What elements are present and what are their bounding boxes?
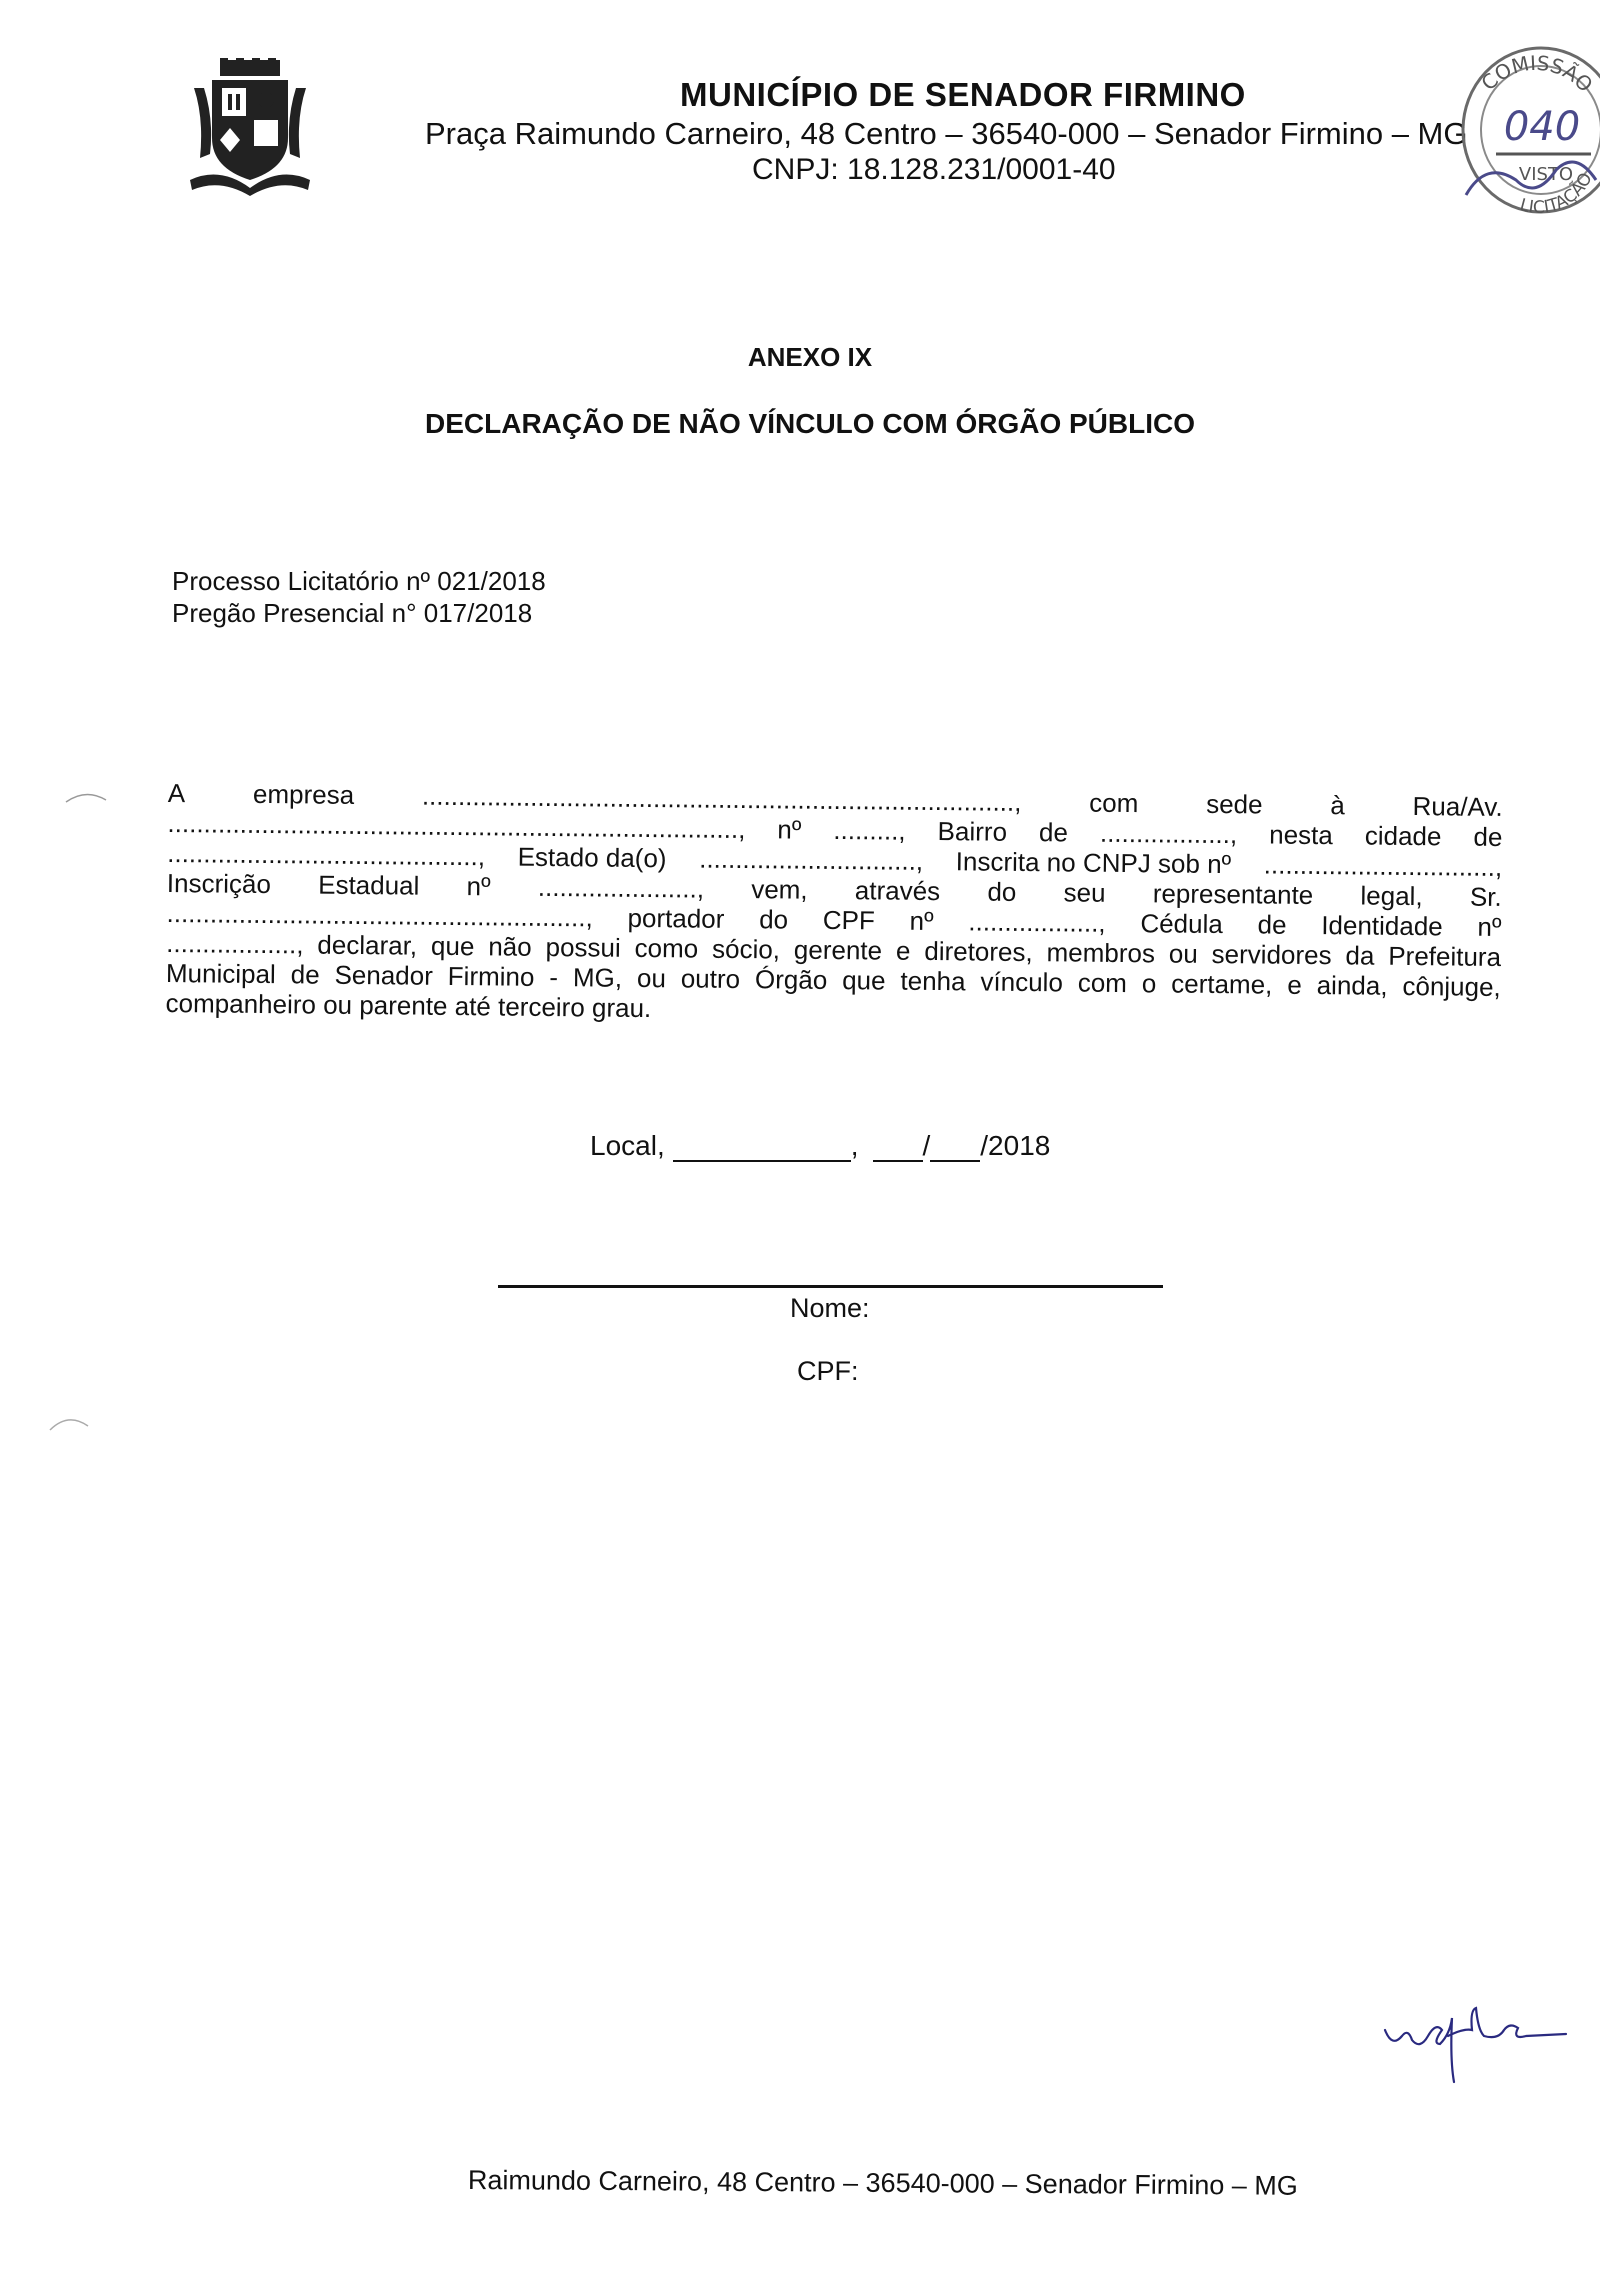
margin-mark	[64, 786, 108, 806]
paragraph-word: nesta	[1269, 819, 1333, 851]
municipality-cnpj: CNPJ: 18.128.231/0001-40	[752, 153, 1116, 186]
paragraph-word: ainda,	[1316, 970, 1388, 1001]
stamp-mid-text: VISTO	[1518, 164, 1574, 185]
declaration-title: DECLARAÇÃO DE NÃO VÍNCULO COM ÓRGÃO PÚBLICO	[425, 408, 1195, 439]
paragraph-word: com	[1089, 787, 1139, 819]
stamp-bottom-text: LICITAÇÃO	[1517, 169, 1597, 218]
process-references	[172, 565, 546, 629]
paragraph-word: do	[759, 904, 789, 935]
paragraph-word: com	[1077, 967, 1128, 999]
paragraph-word: ..................,	[166, 927, 304, 960]
commission-stamp	[1446, 30, 1600, 230]
auction-number: Pregão Presencial n° 017/2018	[172, 598, 533, 628]
paragraph-word: cidade	[1364, 820, 1442, 852]
paragraph-word: Órgão	[754, 964, 828, 995]
day-blank	[873, 1134, 923, 1162]
paragraph-word: Senador	[334, 959, 434, 991]
annex-title: ANEXO IX	[747, 342, 873, 372]
paragraph-word: nº	[909, 905, 934, 937]
paragraph-word: como	[634, 932, 699, 964]
paragraph-word: legal,	[1360, 880, 1423, 912]
signature-line	[498, 1285, 1163, 1288]
paragraph-word: ou	[1168, 938, 1198, 969]
paragraph-word: representante	[1152, 878, 1314, 910]
paragraph-word: diretores,	[924, 935, 1033, 968]
paragraph-word: .........,	[833, 814, 906, 846]
paragraph-word: Estado da(o)	[517, 841, 667, 874]
paragraph-word: CPF	[822, 904, 876, 936]
paragraph-word: nº	[466, 871, 491, 902]
year-label: /2018	[980, 1130, 1051, 1161]
paragraph-word: servidores	[1211, 938, 1332, 971]
handwritten-initials	[1380, 2000, 1570, 2090]
paragraph-word: A	[167, 778, 186, 809]
name-label: Nome:	[790, 1293, 870, 1323]
paragraph-word: portador	[627, 902, 725, 934]
paragraph-word: através	[854, 875, 941, 907]
declaration-paragraph	[165, 778, 1502, 1032]
paragraph-word: do	[987, 876, 1017, 907]
paragraph-word: Firmino	[447, 960, 535, 992]
paragraph-word: possui	[545, 931, 621, 963]
paragraph-word: ..............................,	[699, 843, 924, 876]
paragraph-word: nº	[777, 814, 802, 845]
paragraph-word: e	[1287, 969, 1302, 1000]
local-label: Local,	[590, 1130, 665, 1161]
process-number: Processo Licitatório nº 021/2018	[172, 566, 546, 596]
paragraph-word: Identidade	[1321, 910, 1443, 942]
paragraph-word: Cédula	[1140, 908, 1223, 940]
stamp-number: 040	[1503, 104, 1581, 150]
paragraph-word: e	[895, 935, 911, 966]
paragraph-word: sede	[1206, 788, 1263, 820]
paragraph-word: Prefeitura	[1388, 940, 1502, 972]
paragraph-word: Bairro	[937, 816, 1008, 847]
paragraph-word: ...........................................,	[167, 837, 486, 872]
paragraph-word: da	[1345, 940, 1375, 971]
paragraph-word: companheiro ou parente até terceiro grau.	[165, 987, 652, 1024]
paragraph-word: certame,	[1171, 968, 1273, 1000]
paragraph-word: ..................................................................................,	[421, 780, 1022, 817]
comma-separator: ,	[850, 1130, 859, 1161]
paragraph-word: MG,	[572, 962, 623, 993]
municipality-title: MUNICÍPIO DE SENADOR FIRMINO	[680, 76, 1246, 113]
paragraph-word: ..........................................................,	[166, 897, 593, 933]
paragraph-word: ou	[636, 962, 667, 994]
paragraph-word: Estadual	[318, 869, 420, 901]
paragraph-word: ...............................................................................,	[167, 807, 746, 845]
paragraph-word: Sr.	[1469, 881, 1502, 912]
paragraph-word: Municipal	[165, 957, 276, 990]
paragraph-word: de	[1257, 909, 1287, 940]
paragraph-word: membros	[1046, 937, 1156, 969]
paragraph-word: ..................,	[1099, 817, 1238, 850]
paragraph-word: vem,	[751, 874, 808, 905]
paragraph-word: sócio,	[711, 933, 781, 965]
paragraph-word: ......................,	[537, 871, 705, 904]
paragraph-word: que	[430, 930, 475, 962]
margin-mark	[48, 1412, 92, 1432]
paragraph-word: tenha	[900, 965, 966, 997]
paragraph-word: Inscrição	[166, 867, 272, 900]
paragraph-word: vínculo	[980, 966, 1064, 998]
paragraph-word: ..................,	[968, 906, 1106, 938]
date-slash: /	[922, 1130, 931, 1161]
paragraph-word: de	[1473, 821, 1503, 852]
paragraph-word: nº	[1477, 911, 1502, 942]
month-blank	[930, 1134, 980, 1162]
paragraph-word: ................................,	[1263, 849, 1503, 882]
cpf-label: CPF:	[797, 1356, 859, 1386]
place-blank	[673, 1134, 851, 1162]
paragraph-word: empresa	[252, 778, 355, 810]
paragraph-word: à	[1330, 790, 1345, 821]
stamp-top-text: COMISSÃO	[1476, 50, 1598, 97]
paragraph-word: -	[549, 962, 559, 993]
paragraph-word: declarar,	[317, 929, 418, 961]
paragraph-word: o	[1141, 968, 1157, 999]
paragraph-word: não	[488, 931, 532, 962]
paragraph-word: que	[842, 965, 886, 996]
date-place-line	[590, 1130, 1050, 1162]
paragraph-word: cônjuge,	[1402, 970, 1501, 1002]
paragraph-word: gerente	[793, 934, 883, 966]
paragraph-word: seu	[1063, 877, 1106, 908]
municipality-address: Praça Raimundo Carneiro, 48 Centro – 36540-000 – Senador Firmino – MG	[425, 116, 1468, 151]
paragraph-word: Rua/Av.	[1412, 791, 1503, 822]
paragraph-word: de	[290, 959, 320, 990]
footer-address: Raimundo Carneiro, 48 Centro – 36540-000 – Senador Firmino – MG	[467, 2165, 1298, 2201]
paragraph-word: outro	[680, 963, 741, 995]
coat-of-arms-icon	[190, 58, 310, 198]
paragraph-word: de	[1038, 817, 1069, 848]
paragraph-word: Inscrita no CNPJ sob nº	[955, 846, 1232, 880]
